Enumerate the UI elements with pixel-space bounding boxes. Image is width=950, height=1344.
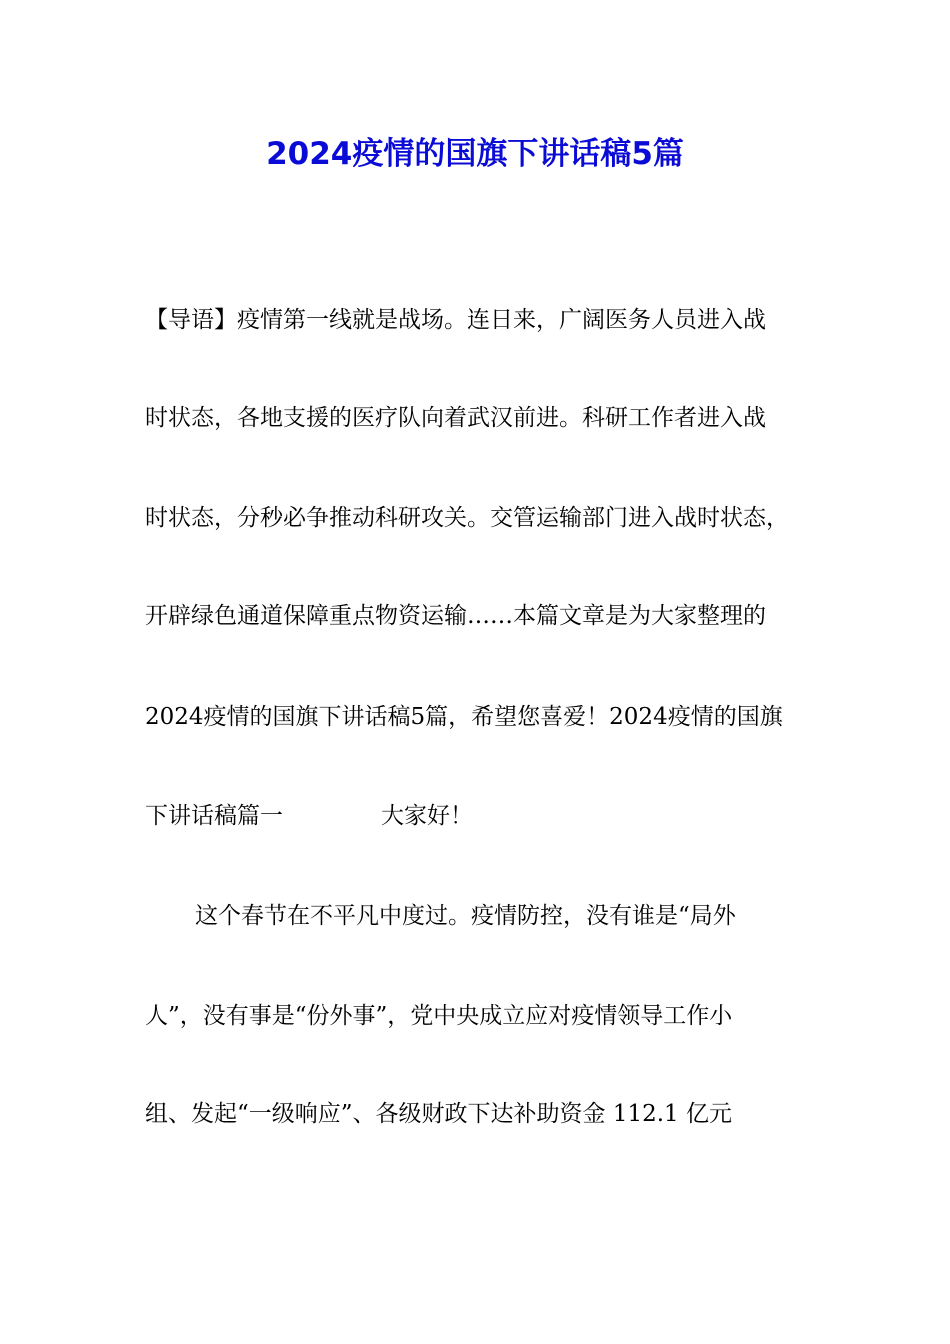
- body-line-1: 【导语】疫情第一线就是战场。连日来，广阔医务人员进入战: [145, 307, 766, 333]
- body-line-4: 开辟绿色通道保障重点物资运输……本篇文章是为大家整理的: [145, 603, 766, 629]
- document-title: 2024疫情的国旗下讲话稿5篇: [266, 136, 684, 172]
- body-line-2: 时状态，各地支援的医疗队向着武汉前进。科研工作者进入战: [145, 405, 766, 431]
- section-heading: 下讲话稿篇一: [145, 803, 283, 829]
- body-line-7: 这个春节在不平凡中度过。疫情防控，没有谁是“局外: [195, 903, 736, 929]
- greeting: 大家好！: [381, 803, 473, 829]
- body-line-8: 人”，没有事是“份外事”，党中央成立应对疫情领导工作小: [145, 1003, 733, 1029]
- body-line-5: 2024疫情的国旗下讲话稿5篇，希望您喜爱！2024疫情的国旗: [145, 704, 783, 730]
- body-line-6: [145, 796, 473, 836]
- body-line-3: 时状态，分秒必争推动科研攻关。交管运输部门进入战时状态，: [145, 505, 789, 531]
- body-line-9: 组、发起“一级响应”、各级财政下达补助资金 112.1 亿元: [145, 1101, 732, 1127]
